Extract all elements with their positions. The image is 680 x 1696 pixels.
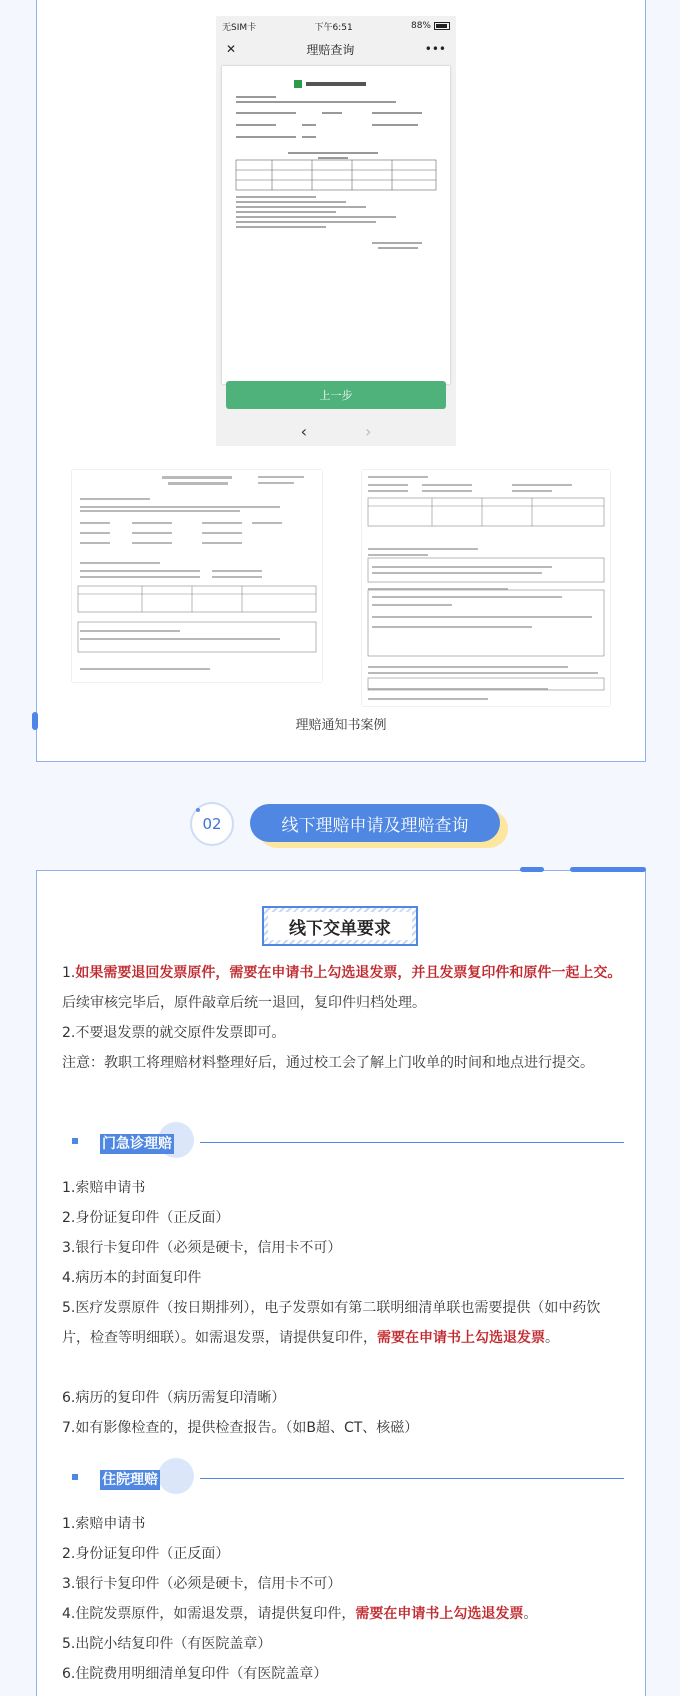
- blurred-claim-form-right: [362, 470, 610, 706]
- scan-preview-right: [362, 470, 610, 706]
- bullet-square-icon: [72, 1138, 78, 1144]
- requirement-2: 2.不要退发票的就交原件发票即可。: [62, 1025, 286, 1041]
- card-top-accent-short: [520, 867, 544, 872]
- pager: [216, 416, 456, 446]
- outpatient-item: 6.病历的复印件（病历需复印清晰）: [62, 1390, 286, 1406]
- inpatient-item: 3.银行卡复印件（必须是硬卡，信用卡不可）: [62, 1576, 342, 1592]
- document-preview-image: [222, 66, 450, 384]
- inpatient-title: 住院理赔: [102, 1472, 158, 1488]
- outpatient-item-5-highlight: 需要在申请书上勾选退发票: [377, 1330, 545, 1346]
- nav-bar: [216, 36, 456, 62]
- chevron-right-icon[interactable]: ›: [365, 421, 372, 441]
- outpatient-item: 2.身份证复印件（正反面）: [62, 1210, 230, 1226]
- claim-notice-document: [222, 66, 450, 384]
- outpatient-item-5-text: 5.医疗发票原件（按日期排列），电子发票如有第二联明细清单联也需要提供（如中药饮片，检查等明细联）。如需退发票，请提供复印件，: [62, 1300, 601, 1346]
- outpatient-item: 4.病历本的封面复印件: [62, 1270, 202, 1286]
- inpatient-item: 5.出院小结复印件（有医院盖章）: [62, 1636, 272, 1652]
- section-number-badge: 02: [190, 802, 234, 846]
- heading-rule: [200, 1142, 624, 1143]
- inpatient-item-4-text: 4.住院发票原件，如需退发票，请提供复印件，: [62, 1606, 356, 1622]
- inpatient-heading: [62, 1458, 624, 1498]
- inpatient-item: [62, 1599, 624, 1629]
- phone-screenshot: [216, 16, 456, 446]
- requirements-title: 线下交单要求: [268, 912, 412, 940]
- battery-percent: 88%: [410, 21, 431, 31]
- inpatient-item: 2.身份证复印件（正反面）: [62, 1546, 230, 1562]
- inpatient-item: 6.住院费用明细清单复印件（有医院盖章）: [62, 1666, 328, 1682]
- close-icon[interactable]: ✕: [226, 42, 237, 56]
- chevron-left-icon[interactable]: ‹: [300, 421, 307, 441]
- outpatient-item: 3.银行卡复印件（必须是硬卡，信用卡不可）: [62, 1240, 342, 1256]
- battery-icon: [434, 22, 450, 30]
- requirement-1: [62, 958, 624, 1018]
- bullet-square-icon: [72, 1474, 78, 1480]
- outpatient-item: 7.如有影像检查的，提供检查报告。（如B超、CT、核磁）: [62, 1420, 419, 1436]
- requirement-1-number: 1.: [62, 965, 76, 981]
- outpatient-title: 门急诊理赔: [102, 1136, 172, 1152]
- requirements-title-box: [262, 906, 418, 946]
- carrier-text: 无SIM卡: [222, 22, 257, 33]
- heading-rule: [200, 1478, 624, 1479]
- heading-bubble-icon: [158, 1458, 194, 1494]
- status-bar: [216, 16, 456, 36]
- outpatient-heading: [62, 1122, 624, 1162]
- clock-text: 下午6:51: [314, 22, 353, 33]
- requirement-1-highlight: 如果需要退回发票原件，需要在申请书上勾选退发票，并且发票复印件和原件一起上交。: [75, 965, 622, 981]
- inpatient-item-4-tail: 。: [523, 1606, 538, 1622]
- requirement-1-text: 后续审核完毕后，原件敲章后统一退回，复印件归档处理。: [62, 995, 426, 1011]
- card-top-accent-long: [570, 867, 646, 872]
- section-title: 线下理赔申请及理赔查询: [250, 804, 500, 842]
- outpatient-item-5-tail: 。: [545, 1330, 559, 1346]
- blurred-claim-form-left: [72, 470, 322, 682]
- previous-step-button[interactable]: 上一步: [226, 381, 446, 409]
- inpatient-item-4-highlight: 需要在申请书上勾选退发票: [355, 1606, 524, 1622]
- inpatient-item: 1.索赔申请书: [62, 1516, 146, 1532]
- outpatient-item: [62, 1293, 624, 1353]
- example-caption: 理赔通知书案例: [295, 718, 387, 733]
- requirement-note: 注意：教职工将理赔材料整理好后，通过校工会了解上门收单的时间和地点进行提交。: [62, 1055, 594, 1071]
- outpatient-item: 1.索赔申请书: [62, 1180, 146, 1196]
- scan-preview-left: [72, 470, 322, 682]
- more-icon[interactable]: •••: [424, 42, 446, 56]
- nav-title: 理赔查询: [306, 42, 355, 57]
